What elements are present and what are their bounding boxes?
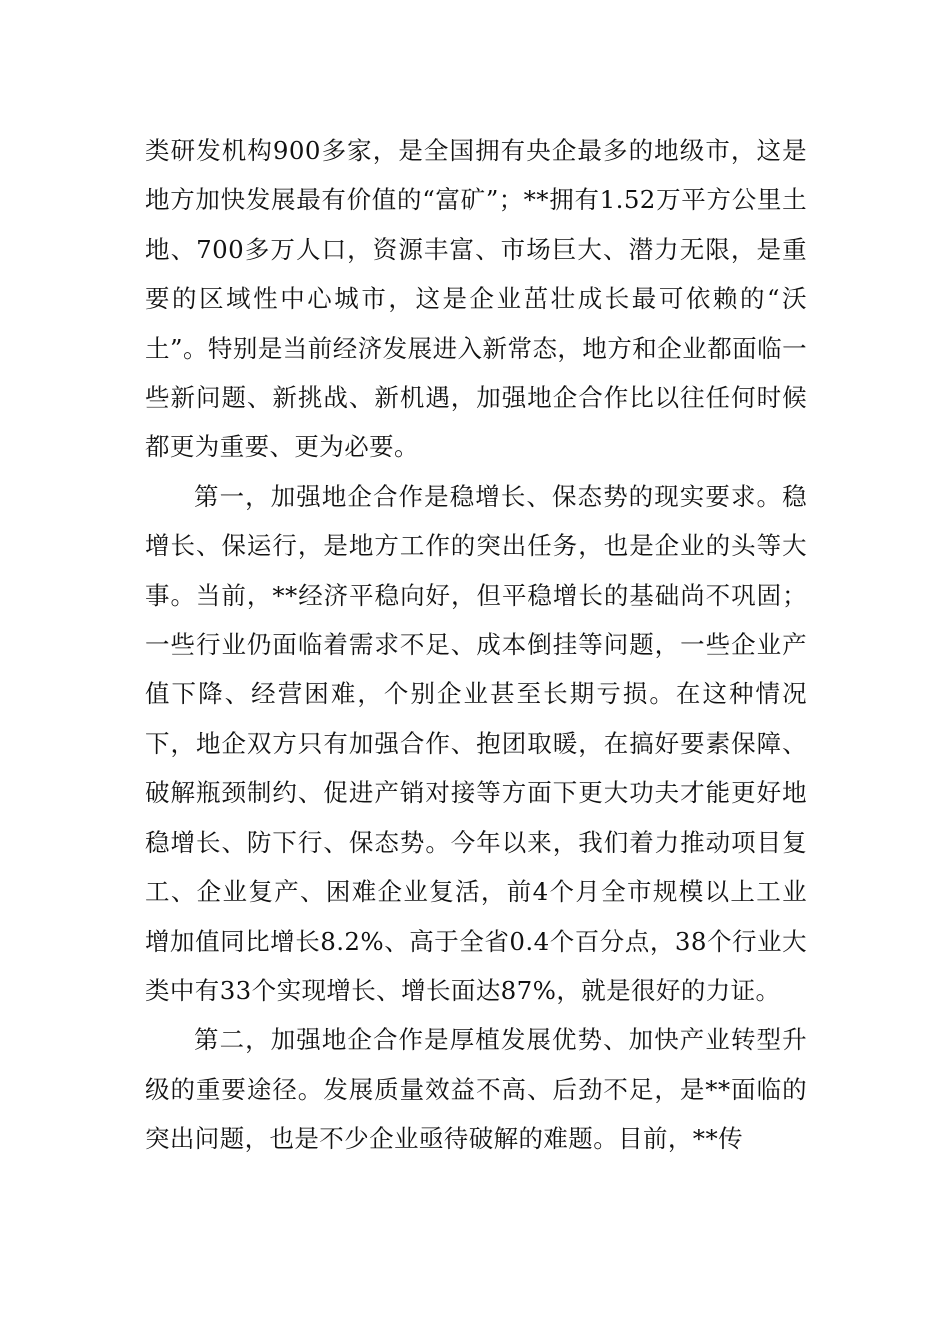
paragraph-continuation: 类研发机构900多家，是全国拥有央企最多的地级市，这是地方加快发展最有价值的“富矿”；**拥有1.52万平方公里土地、700多万人口，资源丰富、市场巨大、潜力无限，是重要的区域性中心城市，这是企业茁壮成长最可依赖的“沃土”。特别是当前经济发展进入新常态，地方和企业都面临一些新问题、新挑战、新机遇，加强地企合作比以往任何时候都更为重要、更为必要。 <box>145 136 807 462</box>
paragraph-first-point: 第一，加强地企合作是稳增长、保态势的现实要求。稳增长、保运行，是地方工作的突出任务，也是企业的头等大事。当前，**经济平稳向好，但平稳增长的基础尚不巩固；一些行业仍面临着需求不足、成本倒挂等问题，一些企业产值下降、经营困难，个别企业甚至长期亏损。在这种情况下，地企双方只有加强合作、抱团取暖，在搞好要素保障、破解瓶颈制约、促进产销对接等方面下更大功夫才能更好地稳增长、防下行、保态势。今年以来，我们着力推动项目复工、企业复产、困难企业复活，前4个月全市规模以上工业增加值同比增长8.2%、高于全省0.4个百分点，38个行业大类中有33个实现增长、增长面达87%，就是很好的力证。 <box>145 481 807 1005</box>
document-body <box>145 126 807 1164</box>
paragraph-second-point: 第二，加强地企合作是厚植发展优势、加快产业转型升级的重要途径。发展质量效益不高、后劲不足，是**面临的突出问题，也是不少企业亟待破解的难题。目前，**传 <box>145 1025 807 1154</box>
